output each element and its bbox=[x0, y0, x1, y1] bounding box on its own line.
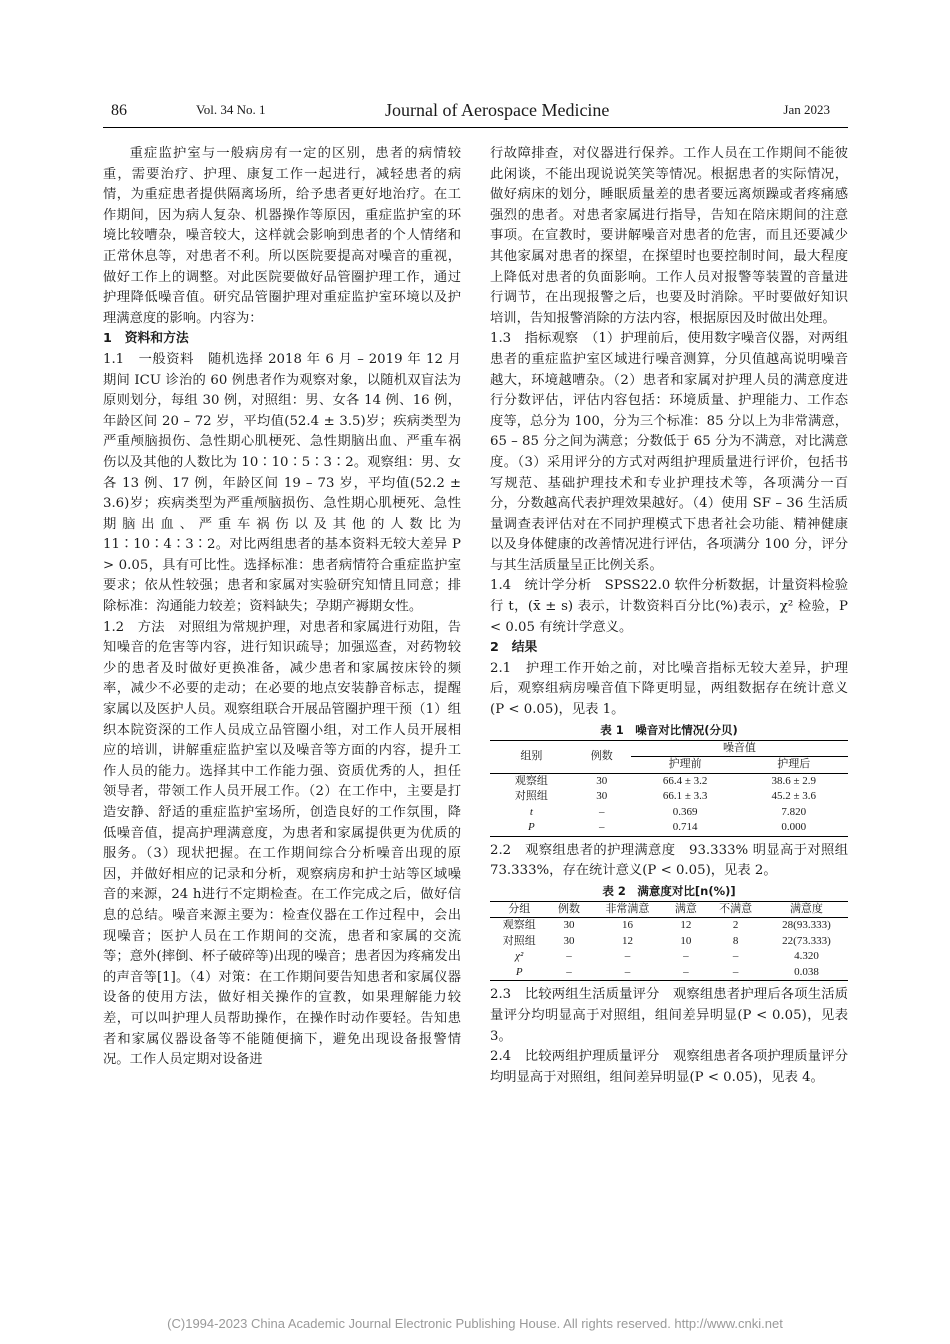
table-1-header-before: 护理前 bbox=[631, 757, 740, 774]
stat-symbol: χ² bbox=[515, 950, 524, 963]
table-cell: 30 bbox=[596, 790, 608, 803]
section-2-1-paragraph: 2.1 护理工作开始之前，对比噪音指标无较大差异，护理后，观察组病房噪音值下降更明显，两组数据存在统计意义(P < 0.05)，见表 1。 bbox=[490, 660, 848, 718]
table-cell bbox=[490, 949, 548, 965]
continued-paragraph: 行故障排查，对仪器进行保养。工作人员在工作期间不能彼此闲谈，不能出现说说笑笑等情况。根据患者的实际情况，做好病床的划分，睡眠质量差的患者要远离烦躁或者疼痛感强烈的患者。对患者家属进行指导，告知在陪床期间的注意事项。在宣教时，要讲解噪音对患者的危害，而且还要减少其他家属对患者的探望，在探望时也要控制时间，最大程度上降低对患者的负面影响。工作人员对报警等装置的音量进行调节，在出现报警之后，也要及时消除。平时要做好知识培训，告知报警消除的方法内容，根据原因及时做出处理。 bbox=[490, 146, 848, 326]
section-1-1-paragraph: 1.1 一般资料 随机选择 2018 年 6 月 – 2019 年 12 月期间 ICU 诊治的 60 例患者作为观察对象，以随机双盲法为原则划分，每组 30 例，对照组：男、女各 14 例、16 例，年龄区间 20 – 72 岁，平均值(52.4 ± 3.5)岁；疾病类型为严重颅脑损伤、急性期心肌梗死、急性期脑出血、严重车祸伤以及其他的人数比为 10∶10∶5∶3∶2。观察组：男、女各 13 例、17 例，年龄区间 19 – 73 岁，平均值(52.2 ± 3.6)岁；疾病类型为严重颅脑损伤、急性期心肌梗死、急性期脑出血、严重车祸伤以及其他的人数比为 11∶10∶4∶3∶2。对比两组患者的基本资料无较大差异 P > 0.05，具有可比性。选择标准：患者病情符合重症监护室要求；依从性较强；患者和家属对实验研究知情且同意；排除标准：沟通能力较差；资料缺失；孕期产褥期女性。 bbox=[103, 351, 461, 615]
table-cell: 12 bbox=[621, 934, 633, 947]
table-cell: – bbox=[624, 965, 631, 978]
table-cell: 0.038 bbox=[794, 965, 819, 978]
table-cell bbox=[490, 965, 548, 981]
running-header bbox=[103, 100, 848, 126]
table-2-header: 满意 bbox=[665, 901, 706, 918]
table-cell: 观察组 bbox=[514, 774, 548, 787]
table-cell: 45.2 ± 3.6 bbox=[771, 790, 816, 803]
table-2-caption: 表 2 满意度对比[n(%)] bbox=[602, 883, 736, 898]
table-cell: 66.1 ± 3.3 bbox=[662, 790, 708, 803]
table-1-header-n: 例数 bbox=[573, 740, 631, 773]
table-row bbox=[490, 934, 848, 950]
table-cell: 28(93.333) bbox=[782, 919, 831, 932]
left-column bbox=[103, 144, 461, 1249]
table-row bbox=[490, 789, 848, 805]
section-2-4-paragraph: 2.4 比较两组护理质量评分 观察组患者各项护理质量评分均明显高于对照组，组间差异明显(P < 0.05)，见表 4。 bbox=[490, 1049, 848, 1085]
stat-symbol: t bbox=[529, 805, 533, 818]
table-cell: 7.820 bbox=[781, 805, 807, 818]
journal-title: Journal of Aerospace Medicine bbox=[385, 100, 610, 120]
section-1-heading: 1 资料和方法 bbox=[103, 331, 189, 347]
section-1-2-paragraph: 1.2 方法 对照组为常规护理，对患者和家属进行劝阻，告知噪音的危害等内容，进行知识疏导；加强巡查，对药物较少的患者及时做好更换准备，减少患者和家属按床铃的频率，减少不必要的走动；在必要的地点安装静音标志，提醒家属以及医护人员。观察组联合开展品管圈护理干预（1）组织本院资深的工作人员成立品管圈小组，对工作人员开展相应的培训，讲解重症监护室以及噪音等方面的内容，提升工作人员的能力。选择其中工作能力强、资质优秀的人，担任领导者，带领工作人员开展工作。（2）在工作中，主要是打造安静、舒适的重症监护室场所，创造良好的工作氛围，降低噪音值，提高护理满意度，为患者和家属提供更为优质的服务。（3）现状把握。在工作期间综合分析噪音出现的原因，并做好相应的记录和分析，观察病房和护士站等区域噪音的来源，24 h进行不定期检查。在工作完成之后，做好信息的总结。噪音来源主要为：检查仪器在工作过程中，会出现噪音；医护人员在工作期间的交流，患者和家属的交流等；意外(摔倒、杯子破碎等)出现的噪音；患者因为疼痛发出的声音等[1]。（4）对策：在工作期间要告知患者和家属仪器设备的使用方法，做好相关操作的宣教，如果理解能力较差，可以叫护理人员帮助操作，在操作时动作要轻。告知患者和家属仪器设备等不能随便摘下，避免出现设备报警情况。工作人员定期对设备进 bbox=[103, 619, 461, 1068]
section-1-3-paragraph: 1.3 指标观察 （1）护理前后，使用数字噪音仪器，对两组患者的重症监护室区域进行噪音测算，分贝值越高说明噪音越大，环境越嘈杂。（2）患者和家属对护理人员的满意度进行分数评估，评估内容包括：环境质量、护理能力、工作态度等，总分为 100，分为三个标准：85 分以上为非常满意，65 – 85 分之间为满意；分数低于 65 分为不满意，对比满意度。（3）采用评分的方式对两组护理质量进行评价，包括书写规范、基础护理技术和专业护理技术等，各项满分一百分，分数越高代表护理效果越好。（4）使用 SF – 36 生活质量调查表评估对在不同护理模式下患者社会功能、精神健康以及身体健康的改善情况进行评估，各项满分 100 分，评分与其生活质量呈正比例关系。 bbox=[490, 331, 848, 573]
table-2-header: 分组 bbox=[490, 901, 548, 918]
copyright-footer: (C)1994-2023 China Academic Journal Electronic Publishing House. All rights reserved. http://www.cnki.net bbox=[167, 1316, 783, 1331]
table-cell: 38.6 ± 2.9 bbox=[771, 774, 816, 787]
table-cell: 4.320 bbox=[794, 950, 819, 963]
table-row bbox=[490, 918, 848, 934]
table-cell: – bbox=[566, 965, 572, 978]
table-row bbox=[490, 805, 848, 821]
table-1 bbox=[490, 740, 848, 837]
table-cell: 30 bbox=[563, 934, 575, 947]
table-cell: 22(73.333) bbox=[782, 934, 831, 947]
table-row bbox=[490, 965, 848, 981]
table-cell: 2 bbox=[732, 919, 739, 932]
section-2-heading: 2 结果 bbox=[490, 640, 538, 656]
page-number: 86 bbox=[111, 102, 127, 119]
table-cell: – bbox=[566, 950, 572, 963]
table-cell: 0.714 bbox=[672, 821, 698, 834]
table-cell: 对照组 bbox=[514, 790, 548, 803]
table-cell: 10 bbox=[680, 934, 692, 947]
table-2-header: 例数 bbox=[548, 901, 589, 918]
table-cell: 8 bbox=[732, 934, 739, 947]
table-2-header: 非常满意 bbox=[590, 901, 666, 918]
table-2-header: 不满意 bbox=[706, 901, 764, 918]
issue-date: Jan 2023 bbox=[783, 102, 830, 117]
table-cell: 12 bbox=[680, 919, 692, 932]
table-cell: 16 bbox=[621, 919, 633, 932]
table-cell: – bbox=[683, 965, 689, 978]
table-row bbox=[490, 773, 848, 789]
table-cell: – bbox=[732, 950, 739, 963]
table-cell: 对照组 bbox=[502, 934, 536, 947]
table-row bbox=[490, 820, 848, 836]
section-1-4-paragraph: 1.4 统计学分析 SPSS22.0 软件分析数据，计量资料检验行 t，(x̄ ± s) 表示，计数资料百分比(%)表示，χ² 检验，P < 0.05 有统计学意义。 bbox=[490, 578, 848, 635]
table-row bbox=[490, 949, 848, 965]
table-cell: – bbox=[683, 950, 689, 963]
table-cell: 30 bbox=[563, 919, 575, 932]
table-cell bbox=[490, 805, 573, 821]
table-cell: – bbox=[599, 805, 605, 818]
table-cell: 66.4 ± 3.2 bbox=[662, 774, 708, 787]
table-1-header-noise: 噪音值 bbox=[631, 740, 848, 757]
table-cell: 0.000 bbox=[781, 821, 807, 834]
table-2 bbox=[490, 901, 848, 982]
table-1-header-after: 护理后 bbox=[739, 757, 848, 774]
table-cell: – bbox=[624, 950, 631, 963]
table-cell: 观察组 bbox=[502, 919, 536, 932]
intro-paragraph: 重症监护室与一般病房有一定的区别，患者的病情较重，需要治疗、护理、康复工作一起进行，减轻患者的病情，为重症患者提供隔离场所，给予患者更好地治疗。在工作期间，因为病人复杂、机器操作等原因，重症监护室的环境比较嘈杂，噪音较大，这样就会影响到患者的个人情绪和正常休息等，对患者不利。所以医院要提高对噪音的重视，做好工作上的调整。对此医院要做好品管圈护理工作，通过护理降低噪音值。研究品管圈护理对重症监护室环境以及护理满意度的影响。内容为： bbox=[103, 146, 461, 326]
section-2-3-paragraph: 2.3 比较两组生活质量评分 观察组患者护理后各项生活质量评分均明显高于对照组，组间差异明显(P < 0.05)，见表 3。 bbox=[490, 987, 848, 1044]
volume-issue: Vol. 34 No. 1 bbox=[196, 102, 266, 117]
table-1-caption: 表 1 噪音对比情况(分贝) bbox=[600, 722, 738, 737]
table-1-header-group: 组别 bbox=[490, 740, 573, 773]
table-cell: 0.369 bbox=[672, 805, 698, 818]
stat-symbol: P bbox=[528, 821, 535, 834]
table-cell: – bbox=[599, 821, 605, 834]
section-2-2-paragraph: 2.2 观察组患者的护理满意度 93.333% 明显高于对照组 73.333%，存在统计意义(P < 0.05)，见表 2。 bbox=[490, 842, 848, 879]
right-column bbox=[490, 144, 848, 1249]
table-cell: – bbox=[732, 965, 739, 978]
table-cell: 30 bbox=[596, 774, 608, 787]
table-cell bbox=[490, 820, 573, 836]
header-rule bbox=[103, 127, 848, 128]
table-2-header: 满意度 bbox=[765, 901, 848, 918]
stat-symbol: P bbox=[515, 965, 523, 978]
